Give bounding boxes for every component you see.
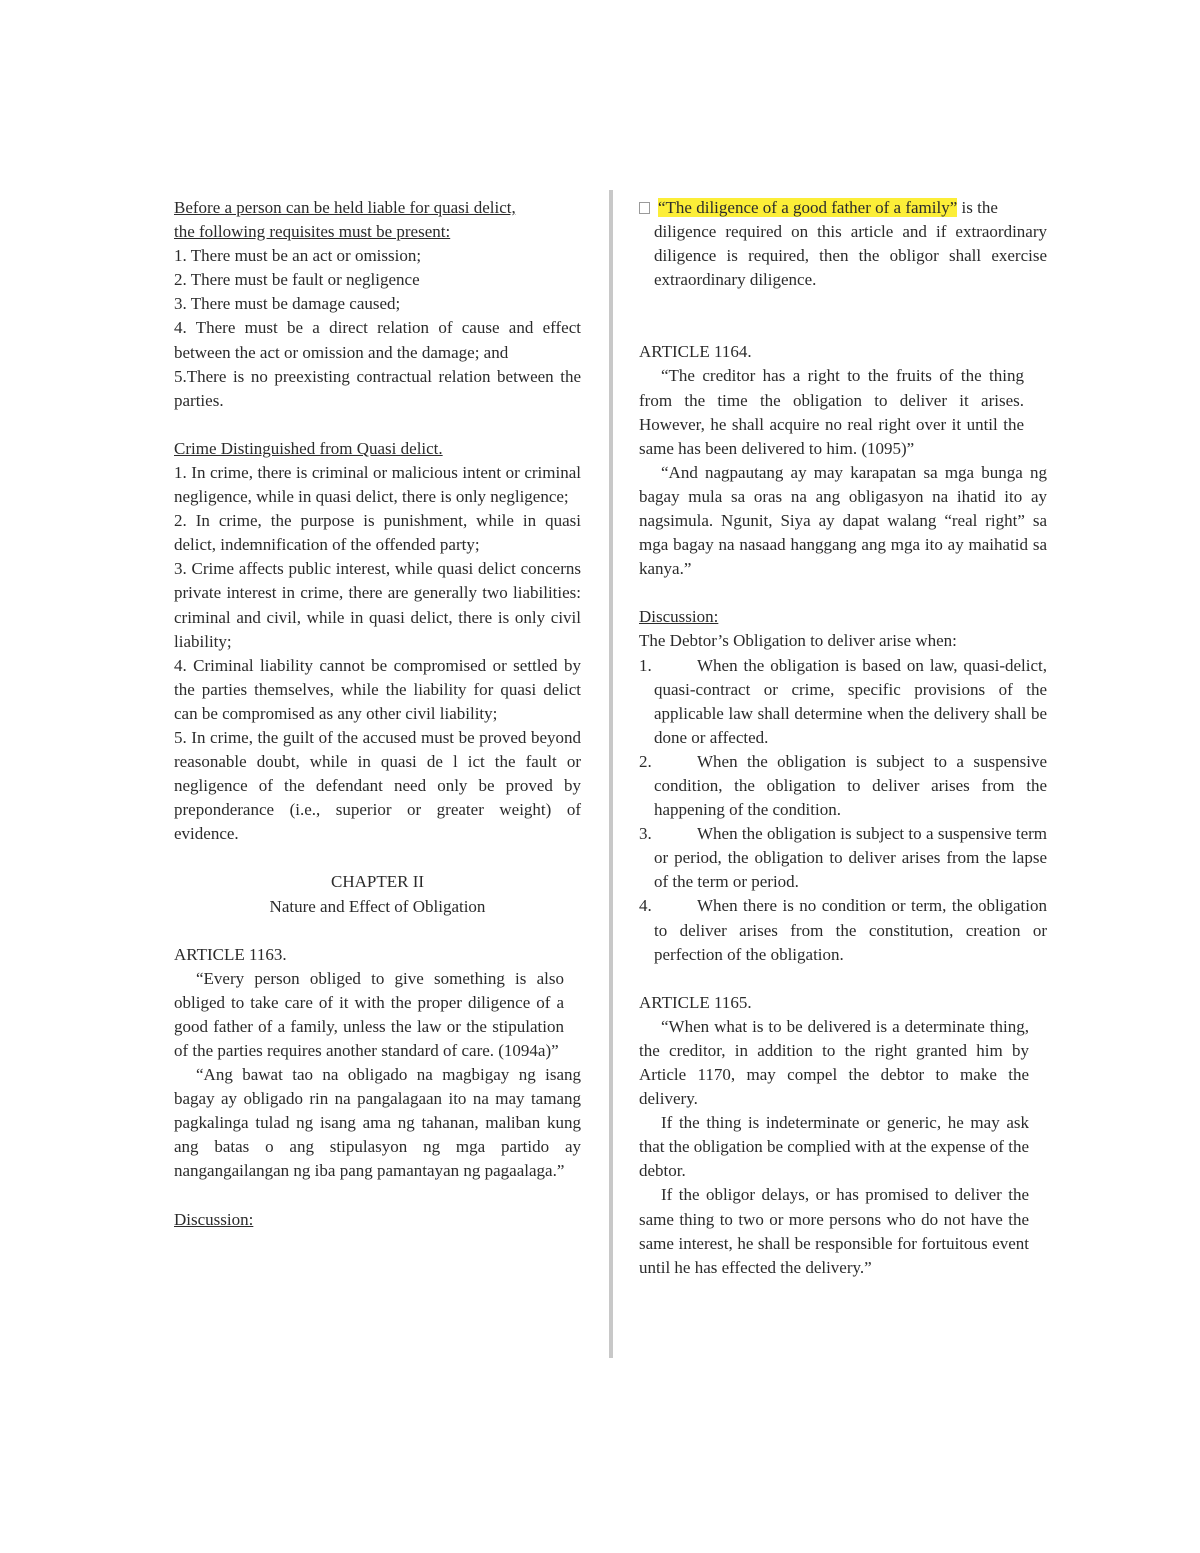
spacer [639, 967, 1047, 991]
list-item-number: 4. [639, 896, 652, 916]
list-item-number: 2. [639, 751, 652, 771]
list-item-number: 1. [639, 655, 652, 675]
requisite-item: 4. There must be a direct relation of cause and effect between the act or omission and the damage; and [174, 318, 581, 362]
article-1164-title: ARTICLE 1164. [639, 342, 752, 362]
requisites-intro-line-1: Before a person can be held liable for quasi delict, [174, 198, 516, 217]
highlighted-phrase: “The diligence of a good father of a family” [658, 198, 958, 217]
bullet-box-icon [639, 202, 650, 214]
list-item-text: When there is no condition or term, the obligation to deliver arises from the constitution, creation or perfection of the obligation. [654, 896, 1047, 964]
diligence-note-text: is the [957, 198, 998, 217]
left-column [174, 196, 581, 1232]
crime-point: 3. Crime affects public interest, while quasi delict concerns private interest in crime, there are generally two liabilities: criminal and civil, while in quasi delict, there is only civil liability; [174, 559, 581, 651]
article-1164-english: “The creditor has a right to the fruits of the thing from the time the obligation to deliver it arises. However, he shall acquire no real right over it until the same has been delivered to him. (1095)” [639, 366, 1024, 458]
list-item [639, 654, 1047, 750]
spacer [639, 292, 1047, 340]
discussion-label: Discussion: [174, 1209, 254, 1229]
discussion-label: Discussion: [639, 607, 719, 627]
chapter-title: CHAPTER II [330, 872, 425, 892]
crime-point: 2. In crime, the purpose is punishment, while in quasi delict, indemnification of the offended party; [174, 511, 581, 555]
spacer [639, 581, 1047, 605]
list-item-number: 3. [639, 824, 652, 844]
article-1163-english: “Every person obliged to give something is also obliged to take care of it with the proper diligence of a good father of a family, unless the law or the stipulation of the parties requires another standard of care. (1094a)” [174, 968, 564, 1060]
crime-point: 1. In crime, there is criminal or malicious intent or criminal negligence, while in quasi delict, there is only negligence; [174, 462, 581, 507]
requisite-item: 5.There is no preexisting contractual relation between the parties. [174, 366, 581, 410]
article-1164-filipino: “And nagpautang ay may karapatan sa mga bunga ng bagay mula sa oras na ang obligasyon na ihatid ito ay nagsimula. Ngunit, Siya ay dapat walang “real right” sa mga bagay na nasaad hanggang ang mga ito ay maihatid sa kanya.” [639, 462, 1047, 579]
article-1165-para-1: “When what is to be delivered is a determinate thing, the creditor, in addition to the right granted him by Article 1170, may compel the debtor to make the delivery. [639, 1016, 1029, 1109]
list-item-text: When the obligation is subject to a suspensive condition, the obligation to deliver arises from the happening of the condition. [654, 751, 1047, 820]
spacer [174, 413, 581, 437]
article-1165-para-2: If the thing is indeterminate or generic, he may ask that the obligation be complied with at the expense of the debtor. [639, 1113, 1029, 1181]
spacer [174, 846, 581, 870]
spacer [174, 1184, 581, 1208]
crime-point: 4. Criminal liability cannot be compromised or settled by the parties themselves, while the liability for quasi delict can be compromised as any other civil liability; [174, 655, 581, 723]
list-item [639, 750, 1047, 822]
column-divider [609, 190, 613, 1358]
chapter-subtitle: Nature and Effect of Obligation [269, 896, 486, 916]
article-1165-title: ARTICLE 1165. [639, 992, 752, 1012]
article-1163-filipino: “Ang bawat tao na obligado na magbigay ng isang bagay ay obligado rin na pangalagaan ito na may tamang pagkalinga tulad ng isang ama ng tahanan, maliban kung ang batas o ang stipulasyon ng mga partido ay nangangailangan ng iba pang pamantayan ng pagaalaga.” [174, 1065, 581, 1181]
diligence-note [639, 196, 1047, 220]
article-1163-title: ARTICLE 1163. [174, 944, 287, 964]
requisite-item: 2. There must be fault or negligence [174, 270, 420, 290]
list-item [639, 894, 1047, 966]
list-item-text: When the obligation is subject to a suspensive term or period, the obligation to deliver arises from the lapse of the term or period. [654, 824, 1047, 892]
debtor-intro: The Debtor’s Obligation to deliver arise when: [639, 631, 957, 651]
requisites-intro-line-2: the following requisites must be present: [174, 222, 451, 242]
right-column [639, 196, 1047, 1280]
list-item [639, 822, 1047, 894]
crime-point: 5. In crime, the guilt of the accused must be proved beyond reasonable doubt, while in quasi de l ict the fault or negligence of the defendant need only be proved by preponderance (i.e., superior or greater weight) of evidence. [174, 727, 581, 844]
spacer [174, 919, 581, 943]
requisite-item: 1. There must be an act or omission; [174, 246, 422, 266]
diligence-note-continued: diligence required on this article and if extraordinary diligence is required, then the obligor shall exercise extraordinary diligence. [654, 222, 1047, 290]
list-item-text: When the obligation is based on law, quasi-delict, quasi-contract or crime, specific provisions of the applicable law shall determine when the delivery shall be done or affected. [654, 655, 1047, 747]
crime-heading: Crime Distinguished from Quasi delict. [174, 438, 443, 458]
article-1165-para-3: If the obligor delays, or has promised to deliver the same thing to two or more persons who do not have the same interest, he shall be responsible for fortuitous event until he has effected the delivery.” [639, 1185, 1029, 1277]
requisite-item: 3. There must be damage caused; [174, 294, 401, 314]
